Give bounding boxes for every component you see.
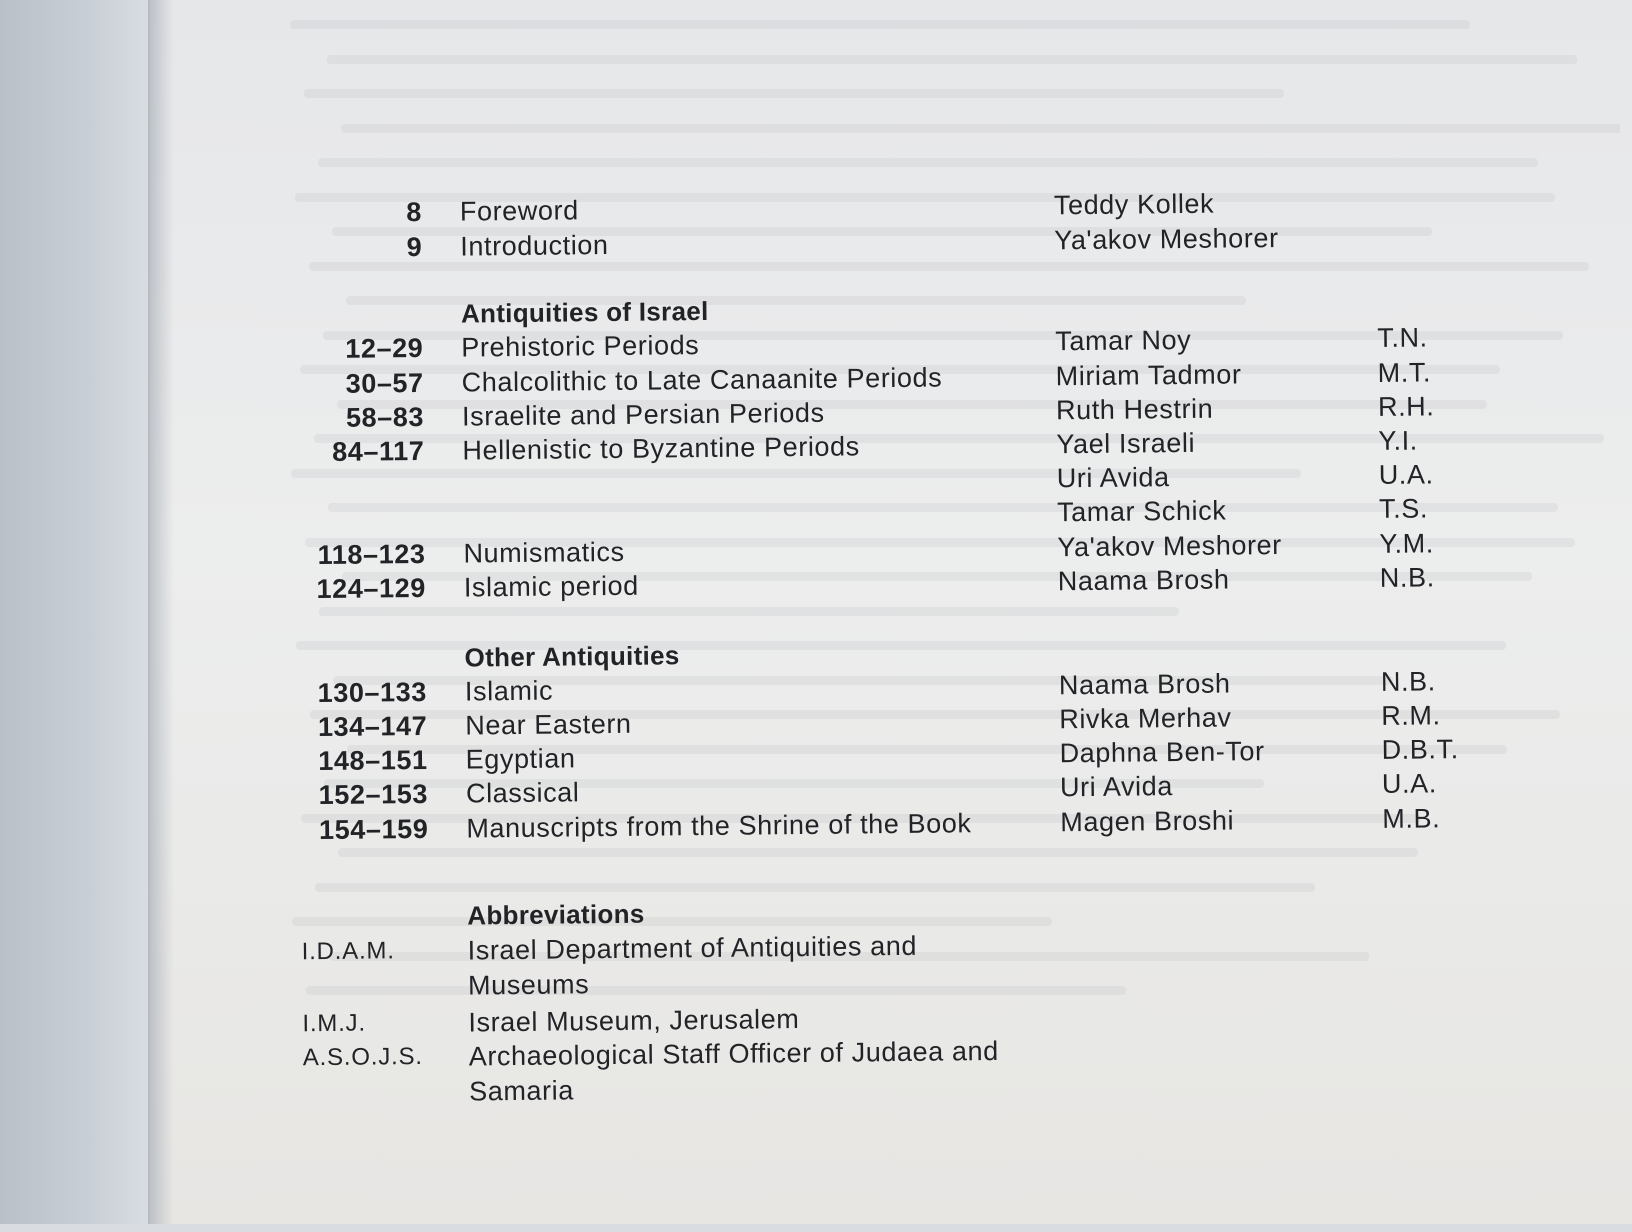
abbreviation-meaning: Museums <box>467 969 590 1001</box>
entry-author: Miriam Tadmor <box>1055 359 1242 392</box>
page-range: 148–151 <box>318 744 428 777</box>
section-heading: Antiquities of Israel <box>460 295 709 329</box>
author-initials: Y.I. <box>1378 425 1418 456</box>
author-initials: N.B. <box>1379 562 1435 593</box>
entry-title: Near Eastern <box>465 708 632 741</box>
entry-title: Egyptian <box>465 743 576 775</box>
abbreviation-meaning: Samaria <box>468 1075 575 1107</box>
author-initials: M.B. <box>1382 803 1441 834</box>
entry-author: Tamar Noy <box>1055 324 1192 357</box>
entry-title: Islamic <box>464 675 554 707</box>
abbreviation-key: A.S.O.J.S. <box>302 1042 423 1072</box>
entry-author: Rivka Merhav <box>1059 702 1232 735</box>
author-initials: M.T. <box>1377 357 1432 388</box>
entry-author: Yael Israeli <box>1056 427 1196 460</box>
page-range: 8 <box>406 196 423 228</box>
author-initials: U.A. <box>1381 768 1438 799</box>
entry-author: Uri Avida <box>1059 771 1174 803</box>
abbreviations-heading: Abbreviations <box>467 898 645 931</box>
entry-author: Tamar Schick <box>1056 495 1227 528</box>
page-range: 154–159 <box>318 813 429 846</box>
page-range: 130–133 <box>317 676 428 709</box>
entry-title: Israelite and Persian Periods <box>461 397 825 432</box>
abbreviation-key: I.D.A.M. <box>301 937 395 966</box>
entry-author: Daphna Ben-Tor <box>1059 736 1265 769</box>
author-initials: Y.M. <box>1379 528 1435 559</box>
author-initials: T.S. <box>1378 493 1429 524</box>
entry-title: Hellenistic to Byzantine Periods <box>462 431 860 466</box>
page-range: 124–129 <box>316 572 427 605</box>
page-range: 134–147 <box>317 710 428 743</box>
page-range: 58–83 <box>345 401 425 433</box>
entry-title: Introduction <box>460 229 609 262</box>
entry-author: Naama Brosh <box>1057 564 1230 597</box>
entry-title: Numismatics <box>463 536 625 569</box>
abbreviation-meaning: Israel Museum, Jerusalem <box>468 1004 800 1038</box>
entry-author: Ya'akov Meshorer <box>1054 222 1279 256</box>
entry-author: Ruth Hestrin <box>1055 393 1214 426</box>
page-range: 12–29 <box>345 332 424 364</box>
author-initials: U.A. <box>1378 459 1434 490</box>
abbreviation-meaning: Israel Department of Antiquities and <box>467 930 918 966</box>
author-initials: R.M. <box>1381 700 1441 731</box>
page-range: 118–123 <box>317 538 426 571</box>
page-range: 9 <box>406 231 423 263</box>
entry-author: Ya'akov Meshorer <box>1057 529 1282 563</box>
page-range: 84–117 <box>332 435 425 467</box>
entry-author: Magen Broshi <box>1060 805 1235 838</box>
page-range: 152–153 <box>318 778 429 811</box>
section-heading: Other Antiquities <box>464 640 680 673</box>
author-initials: R.H. <box>1377 391 1435 422</box>
entry-author: Uri Avida <box>1056 462 1170 494</box>
entry-title: Classical <box>465 777 580 809</box>
entry-title: Islamic period <box>463 570 639 603</box>
entry-title: Manuscripts from the Shrine of the Book <box>466 808 972 844</box>
page-range: 30–57 <box>345 367 424 399</box>
entry-title: Prehistoric Periods <box>461 330 700 363</box>
author-initials: D.B.T. <box>1381 734 1459 765</box>
author-initials: T.N. <box>1377 322 1428 353</box>
entry-title: Chalcolithic to Late Canaanite Periods <box>461 362 943 398</box>
entry-author: Naama Brosh <box>1058 668 1231 701</box>
entry-title: Foreword <box>459 195 579 227</box>
abbreviation-key: I.M.J. <box>302 1009 367 1038</box>
author-initials: N.B. <box>1380 666 1436 697</box>
entry-author: Teddy Kollek <box>1053 188 1215 221</box>
abbreviation-meaning: Archaeological Staff Officer of Judaea and <box>468 1035 999 1072</box>
